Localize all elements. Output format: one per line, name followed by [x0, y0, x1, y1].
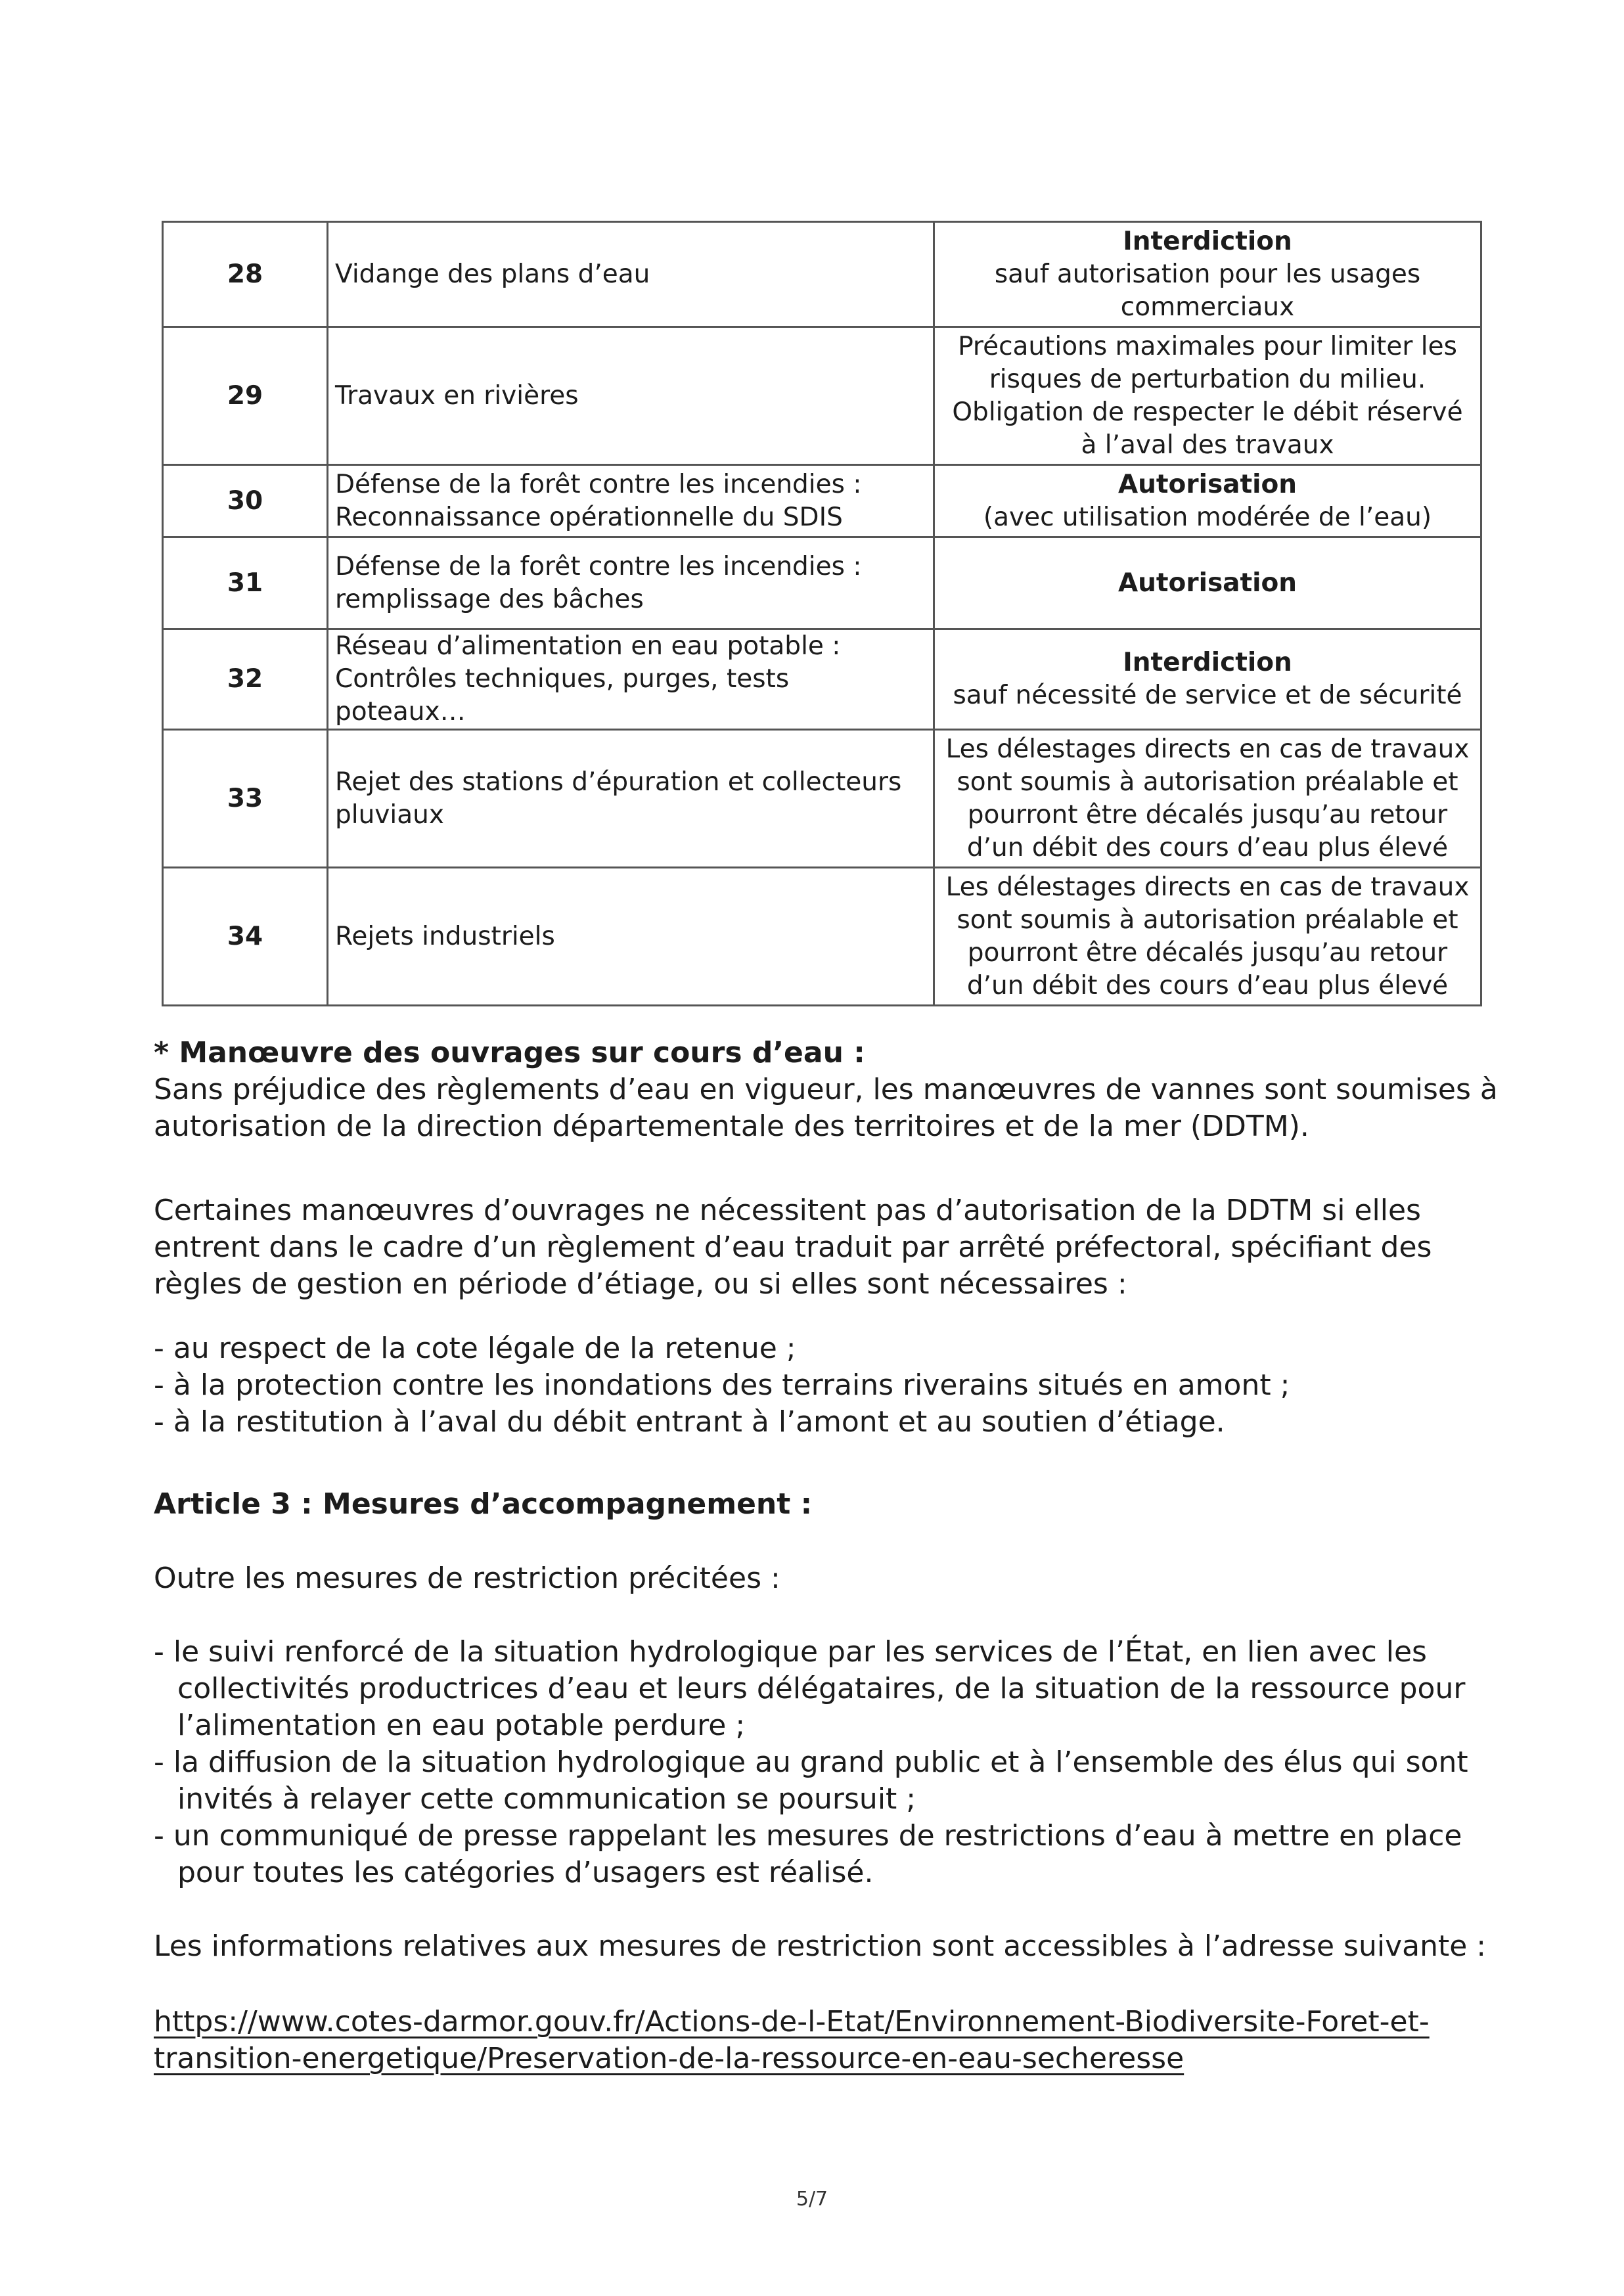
- row-number: 34: [163, 868, 328, 1006]
- table-row: [163, 629, 1481, 730]
- article-3-intro: [154, 1560, 1474, 1597]
- row-number: 32: [163, 629, 328, 730]
- activity-cell: [328, 465, 934, 537]
- row-number: 29: [163, 327, 328, 465]
- manoeuvre-paragraph-1-line: Sans préjudice des règlements d’eau en vigueur, les manœuvres de vannes sont soumises à: [154, 1073, 1498, 1106]
- activity-line: Réseau d’alimentation en eau potable :: [335, 631, 841, 661]
- activity-line: Défense de la forêt contre les incendies :: [335, 469, 862, 499]
- activity-cell: [328, 222, 934, 327]
- activity-line: Rejets industriels: [335, 921, 555, 951]
- measure-line: sont soumis à autorisation préalable et: [957, 767, 1458, 797]
- measure-line: Précautions maximales pour limiter les: [958, 331, 1457, 361]
- measure-line: pourront être décalés jusqu’au retour: [967, 937, 1448, 968]
- activity-line: Vidange des plans d’eau: [335, 259, 650, 289]
- list-item: - à la protection contre les inondations des terrains riverains situés en amont ;: [154, 1368, 1290, 1402]
- row-number: 31: [163, 537, 328, 629]
- activity-line: pluviaux: [335, 799, 444, 830]
- activity-cell: [328, 868, 934, 1006]
- measure-line: Les délestages directs en cas de travaux: [945, 872, 1470, 902]
- bullet-line: pour toutes les catégories d’usagers est réalisé.: [177, 1856, 874, 1889]
- manoeuvre-paragraph-2-line: Certaines manœuvres d’ouvrages ne nécessitent pas d’autorisation de la DDTM si elles: [154, 1194, 1421, 1227]
- activity-cell: [328, 629, 934, 730]
- bullet-line: l’alimentation en eau potable perdure ;: [177, 1709, 746, 1742]
- row-number: 33: [163, 730, 328, 868]
- manoeuvre-paragraph-2: [154, 1192, 1474, 1303]
- measure-cell: [934, 327, 1481, 465]
- table-row: [163, 327, 1481, 465]
- measure-status: Interdiction: [1123, 226, 1292, 256]
- bullet-line: collectivités productrices d’eau et leurs délégataires, de la situation de la ressource pour: [177, 1672, 1466, 1705]
- activity-line: remplissage des bâches: [335, 584, 644, 614]
- measure-cell: [934, 537, 1481, 629]
- measure-cell: [934, 465, 1481, 537]
- bullet-line: - un communiqué de presse rappelant les mesures de restrictions d’eau à mettre en place: [154, 1819, 1462, 1853]
- manoeuvre-paragraph-1-line: autorisation de la direction départementale des territoires et de la mer (DDTM).: [154, 1110, 1309, 1143]
- activity-line: Travaux en rivières: [335, 380, 579, 411]
- activity-line: Reconnaissance opérationnelle du SDIS: [335, 502, 843, 532]
- measure-line: sauf nécessité de service et de sécurité: [953, 681, 1462, 710]
- measure-line: d’un débit des cours d’eau plus élevé: [966, 970, 1449, 1001]
- measure-line: sont soumis à autorisation préalable et: [957, 905, 1458, 935]
- article-3-bullets: [154, 1634, 1474, 1891]
- measure-line: d’un débit des cours d’eau plus élevé: [966, 832, 1449, 863]
- measure-line: à l’aval des travaux: [1081, 430, 1334, 460]
- measure-cell: [934, 730, 1481, 868]
- manoeuvre-section: [154, 1035, 1498, 1145]
- article-3-heading: [154, 1486, 1474, 1523]
- measure-line: commerciaux: [1120, 292, 1295, 322]
- measure-line: sauf autorisation pour les usages: [994, 259, 1421, 289]
- info-paragraph: [154, 1928, 1487, 1965]
- measure-line: Obligation de respecter le débit réservé: [952, 397, 1463, 427]
- manoeuvre-paragraph-2-line: entrent dans le cadre d’un règlement d’eau traduit par arrêté préfectoral, spécifiant des: [154, 1230, 1432, 1264]
- activity-cell: [328, 537, 934, 629]
- activity-cell: [328, 327, 934, 465]
- table-row: [163, 222, 1481, 327]
- list-item: - au respect de la cote légale de la retenue ;: [154, 1332, 796, 1365]
- activity-cell: [328, 730, 934, 868]
- manoeuvre-paragraph-2-line: règles de gestion en période d’étiage, ou si elles sont nécessaires :: [154, 1267, 1127, 1301]
- info-text: Les informations relatives aux mesures de restriction sont accessibles à l’adresse suivante :: [154, 1929, 1487, 1963]
- measure-status: Autorisation: [1117, 469, 1297, 499]
- manoeuvre-conditions-list: [154, 1330, 1474, 1441]
- restriction-table: [162, 221, 1482, 1006]
- measure-cell: [934, 868, 1481, 1006]
- measure-line: (avec utilisation modérée de l’eau): [983, 502, 1432, 532]
- activity-line: Contrôles techniques, purges, tests poteaux…: [335, 664, 790, 727]
- row-number: 28: [163, 222, 328, 327]
- article-3-title: Article 3 : Mesures d’accompagnement :: [154, 1487, 813, 1521]
- measure-status: Autorisation: [1117, 568, 1297, 598]
- resource-link-line[interactable]: https://www.cotes-darmor.gouv.fr/Actions-de-l-Etat/Environnement-Biodiversite-Foret-et-: [154, 2005, 1430, 2038]
- article-3-intro-text: Outre les mesures de restriction précitées :: [154, 1562, 780, 1595]
- bullet-line: - le suivi renforcé de la situation hydrologique par les services de l’État, en lien avec les: [154, 1635, 1427, 1669]
- resource-link-line[interactable]: transition-energetique/Preservation-de-la-ressource-en-eau-secheresse: [154, 2042, 1184, 2075]
- measure-status: Interdiction: [1123, 648, 1292, 677]
- table-row: [163, 730, 1481, 868]
- manoeuvre-heading: * Manœuvre des ouvrages sur cours d’eau :: [154, 1036, 865, 1069]
- measure-cell: [934, 222, 1481, 327]
- bullet-line: invités à relayer cette communication se poursuit ;: [177, 1782, 916, 1816]
- restriction-table-body: [163, 222, 1481, 1006]
- measure-line: risques de perturbation du milieu.: [989, 364, 1426, 394]
- resource-link[interactable]: [154, 2004, 1474, 2077]
- list-item: - à la restitution à l’aval du débit entrant à l’amont et au soutien d’étiage.: [154, 1405, 1225, 1439]
- activity-line: Défense de la forêt contre les incendies :: [335, 551, 862, 581]
- measure-line: pourront être décalés jusqu’au retour: [967, 799, 1448, 830]
- table-row: [163, 868, 1481, 1006]
- bullet-line: - la diffusion de la situation hydrologique au grand public et à l’ensemble des élus qui sont: [154, 1745, 1468, 1779]
- table-row: [163, 465, 1481, 537]
- activity-line: Rejet des stations d’épuration et collecteurs: [335, 767, 902, 797]
- page-number: 5/7: [796, 2188, 828, 2211]
- measure-cell: [934, 629, 1481, 730]
- row-number: 30: [163, 465, 328, 537]
- measure-line: Les délestages directs en cas de travaux: [945, 734, 1470, 764]
- table-row: [163, 537, 1481, 629]
